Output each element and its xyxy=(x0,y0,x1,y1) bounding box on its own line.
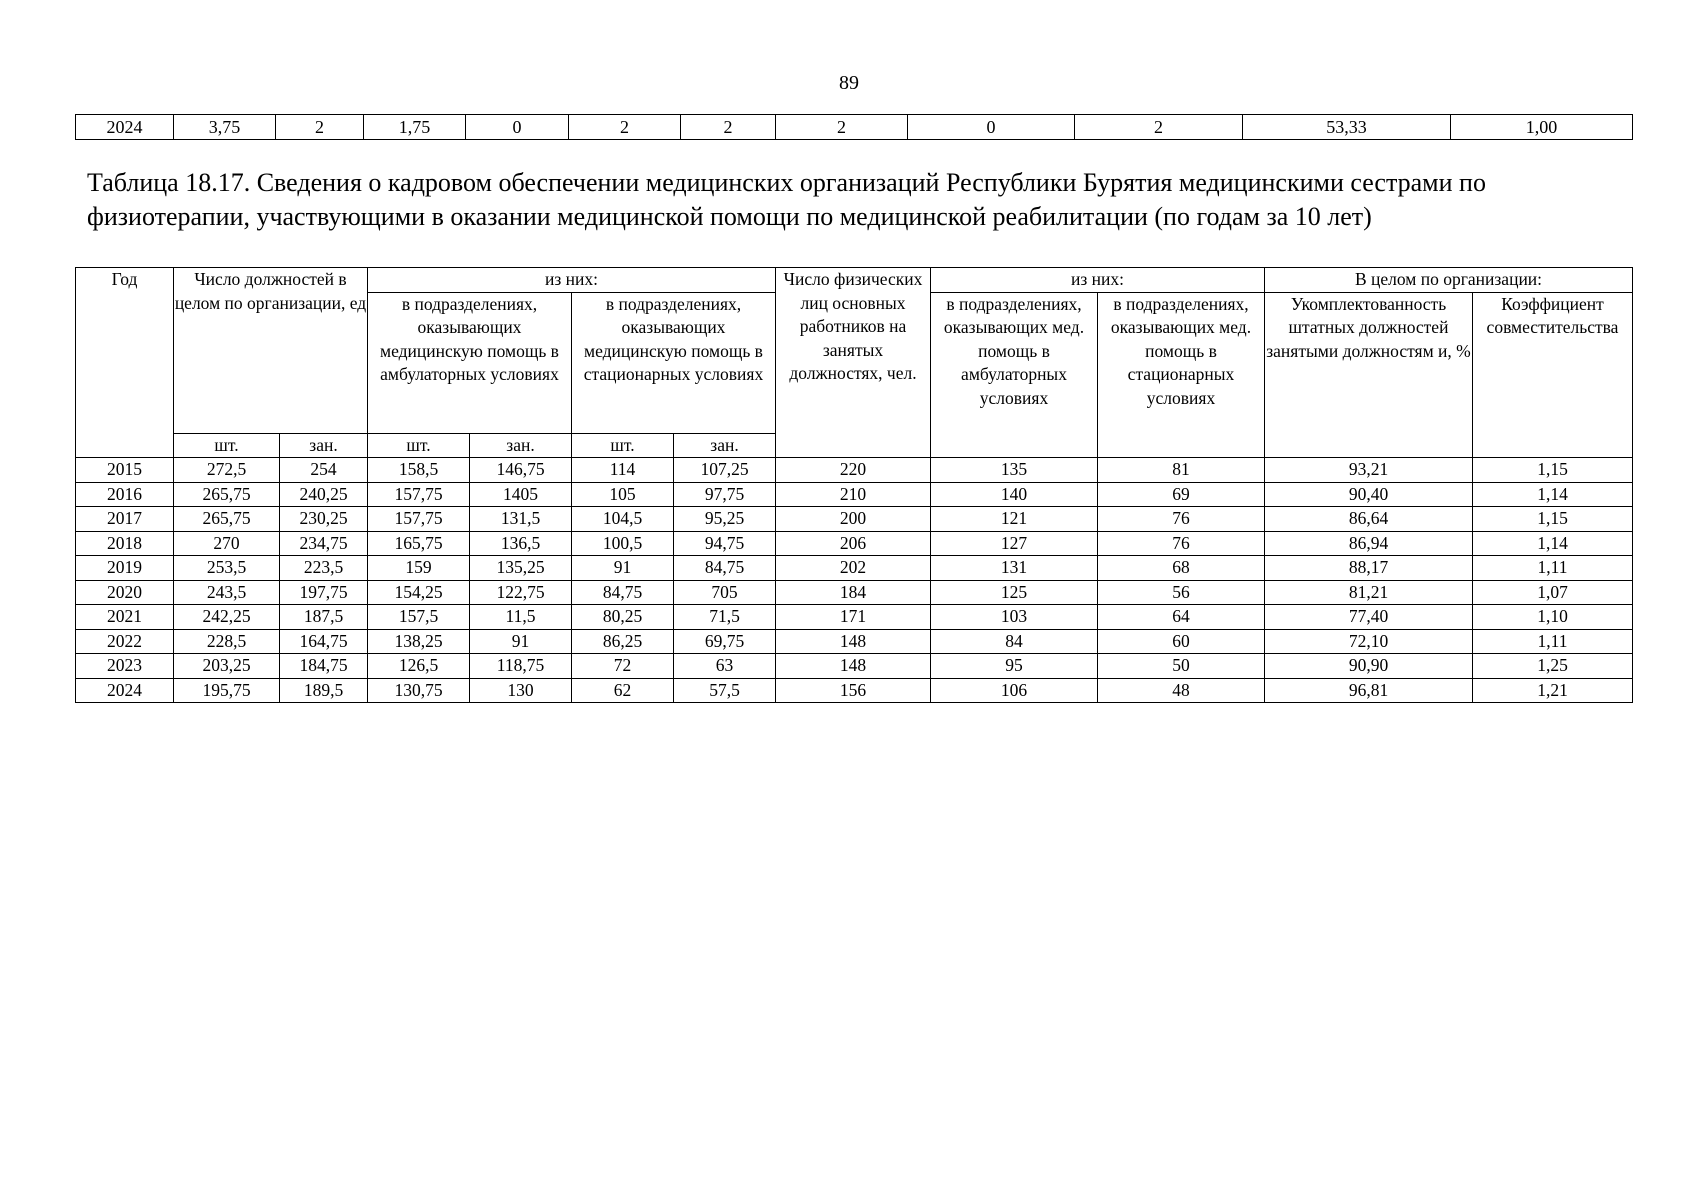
table-cell: 265,75 xyxy=(174,482,280,507)
header-persons-inpatient: в подразделениях, оказывающих мед. помощь в стационарных условиях xyxy=(1098,292,1265,458)
table-cell: 130 xyxy=(470,678,572,703)
table-cell: 171 xyxy=(776,605,931,630)
table-cell: 127 xyxy=(931,531,1098,556)
table-cell: 81,21 xyxy=(1265,580,1473,605)
table-cell: 125 xyxy=(931,580,1098,605)
table-row xyxy=(76,556,1633,581)
table-cell: 2 xyxy=(276,115,364,140)
table-cell: 138,25 xyxy=(368,629,470,654)
table-cell: 100,5 xyxy=(572,531,674,556)
table-cell: 1,11 xyxy=(1473,629,1633,654)
table-cell: 81 xyxy=(1098,458,1265,483)
table-cell: 76 xyxy=(1098,531,1265,556)
year-cell: 2020 xyxy=(76,580,174,605)
table-cell: 84,75 xyxy=(572,580,674,605)
table-cell: 76 xyxy=(1098,507,1265,532)
table-cell: 69,75 xyxy=(674,629,776,654)
table-cell: 77,40 xyxy=(1265,605,1473,630)
table-cell: 64 xyxy=(1098,605,1265,630)
table-cell: 1405 xyxy=(470,482,572,507)
table-cell: 189,5 xyxy=(280,678,368,703)
table-cell: 195,75 xyxy=(174,678,280,703)
table-cell: 86,25 xyxy=(572,629,674,654)
table-cell: 140 xyxy=(931,482,1098,507)
year-cell: 2022 xyxy=(76,629,174,654)
table-body xyxy=(76,458,1633,703)
table-row xyxy=(76,654,1633,679)
table-cell: 242,25 xyxy=(174,605,280,630)
table-cell: 91 xyxy=(572,556,674,581)
table-cell: 121 xyxy=(931,507,1098,532)
header-year: Год xyxy=(76,268,174,458)
table-row xyxy=(76,678,1633,703)
table-caption: Таблица 18.17. Сведения о кадровом обеспечении медицинских организаций Республики Бурятия медицинскими сестрами по физиотерапии, участвующими в оказании медицинской помощи по медицинской реабилитации (по годам за 10 лет) xyxy=(87,168,1486,231)
table-cell: 202 xyxy=(776,556,931,581)
table-cell: 1,14 xyxy=(1473,482,1633,507)
table-cell: 223,5 xyxy=(280,556,368,581)
table-row xyxy=(76,507,1633,532)
table-cell: 3,75 xyxy=(174,115,276,140)
table-cell: 203,25 xyxy=(174,654,280,679)
table-cell: 1,00 xyxy=(1451,115,1633,140)
header-staffing: Укомплектованность штатных должностей занятыми должностям и, % xyxy=(1265,292,1473,458)
table-cell: 130,75 xyxy=(368,678,470,703)
table-cell: 63 xyxy=(674,654,776,679)
year-cell: 2024 xyxy=(76,678,174,703)
table-cell: 2024 xyxy=(76,115,174,140)
table-cell: 158,5 xyxy=(368,458,470,483)
header-coefficient: Коэффициент совместительства xyxy=(1473,292,1633,458)
table-cell: 184,75 xyxy=(280,654,368,679)
table-cell: 157,75 xyxy=(368,482,470,507)
header-sht: шт. xyxy=(174,433,280,458)
header-of-them-persons: из них: xyxy=(931,268,1265,293)
table-cell: 48 xyxy=(1098,678,1265,703)
table-row xyxy=(76,115,1633,140)
header-ambulatory: в подразделениях, оказывающих медицинскую помощь в амбулаторных условиях xyxy=(368,292,572,433)
table-cell: 57,5 xyxy=(674,678,776,703)
table-cell: 206 xyxy=(776,531,931,556)
table-cell: 210 xyxy=(776,482,931,507)
table-cell: 2 xyxy=(776,115,908,140)
table-cell: 68 xyxy=(1098,556,1265,581)
header-zan: зан. xyxy=(470,433,572,458)
table-cell: 104,5 xyxy=(572,507,674,532)
table-cell: 0 xyxy=(466,115,569,140)
header-positions-total: Число должностей в целом по организации, ед xyxy=(174,268,368,434)
table-cell: 11,5 xyxy=(470,605,572,630)
table-cell: 135 xyxy=(931,458,1098,483)
table-cell: 165,75 xyxy=(368,531,470,556)
table-cell: 154,25 xyxy=(368,580,470,605)
header-of-them-positions: из них: xyxy=(368,268,776,293)
table-cell: 200 xyxy=(776,507,931,532)
table-row xyxy=(76,458,1633,483)
table-cell: 220 xyxy=(776,458,931,483)
table-row xyxy=(76,629,1633,654)
table-cell: 228,5 xyxy=(174,629,280,654)
table-cell: 62 xyxy=(572,678,674,703)
table-cell: 197,75 xyxy=(280,580,368,605)
header-inpatient: в подразделениях, оказывающих медицинскую помощь в стационарных условиях xyxy=(572,292,776,433)
table-cell: 56 xyxy=(1098,580,1265,605)
table-cell: 71,5 xyxy=(674,605,776,630)
table-cell: 146,75 xyxy=(470,458,572,483)
table-cell: 2 xyxy=(681,115,776,140)
table-cell: 184 xyxy=(776,580,931,605)
table-cell: 243,5 xyxy=(174,580,280,605)
table-cell: 80,25 xyxy=(572,605,674,630)
table-cell: 230,25 xyxy=(280,507,368,532)
table-cell: 1,10 xyxy=(1473,605,1633,630)
table-cell: 107,25 xyxy=(674,458,776,483)
header-zan: зан. xyxy=(674,433,776,458)
table-cell: 97,75 xyxy=(674,482,776,507)
table-cell: 164,75 xyxy=(280,629,368,654)
table-cell: 187,5 xyxy=(280,605,368,630)
table-cell: 1,15 xyxy=(1473,507,1633,532)
previous-table-last-row xyxy=(75,114,1633,140)
table-cell: 84,75 xyxy=(674,556,776,581)
table-cell: 136,5 xyxy=(470,531,572,556)
table-cell: 240,25 xyxy=(280,482,368,507)
staffing-table xyxy=(75,267,1633,703)
table-cell: 0 xyxy=(908,115,1075,140)
year-cell: 2016 xyxy=(76,482,174,507)
table-cell: 1,15 xyxy=(1473,458,1633,483)
table-cell: 157,75 xyxy=(368,507,470,532)
table-cell: 105 xyxy=(572,482,674,507)
table-cell: 705 xyxy=(674,580,776,605)
table-cell: 122,75 xyxy=(470,580,572,605)
table-cell: 60 xyxy=(1098,629,1265,654)
table-cell: 95 xyxy=(931,654,1098,679)
table-cell: 1,14 xyxy=(1473,531,1633,556)
table-cell: 93,21 xyxy=(1265,458,1473,483)
table-cell: 135,25 xyxy=(470,556,572,581)
table-cell: 234,75 xyxy=(280,531,368,556)
table-cell: 94,75 xyxy=(674,531,776,556)
table-row xyxy=(76,482,1633,507)
table-cell: 1,75 xyxy=(364,115,466,140)
year-cell: 2015 xyxy=(76,458,174,483)
header-persons-ambulatory: в подразделениях, оказывающих мед. помощь в амбулаторных условиях xyxy=(931,292,1098,458)
year-cell: 2018 xyxy=(76,531,174,556)
year-cell: 2017 xyxy=(76,507,174,532)
header-org-total: В целом по организации: xyxy=(1265,268,1633,293)
table-row xyxy=(76,531,1633,556)
table-cell: 90,90 xyxy=(1265,654,1473,679)
table-cell: 69 xyxy=(1098,482,1265,507)
table-cell: 1,25 xyxy=(1473,654,1633,679)
table-cell: 95,25 xyxy=(674,507,776,532)
table-cell: 118,75 xyxy=(470,654,572,679)
table-row xyxy=(76,580,1633,605)
table-cell: 156 xyxy=(776,678,931,703)
table-cell: 86,64 xyxy=(1265,507,1473,532)
table-cell: 148 xyxy=(776,629,931,654)
table-cell: 53,33 xyxy=(1243,115,1451,140)
table-cell: 91 xyxy=(470,629,572,654)
table-cell: 2 xyxy=(569,115,681,140)
table-cell: 126,5 xyxy=(368,654,470,679)
page-number: 89 xyxy=(839,72,859,94)
table-cell: 84 xyxy=(931,629,1098,654)
year-cell: 2021 xyxy=(76,605,174,630)
table-cell: 272,5 xyxy=(174,458,280,483)
table-cell: 106 xyxy=(931,678,1098,703)
table-cell: 159 xyxy=(368,556,470,581)
header-persons: Число физических лиц основных работников на занятых должностях, чел. xyxy=(776,268,931,458)
header-sht: шт. xyxy=(572,433,674,458)
table-cell: 114 xyxy=(572,458,674,483)
table-cell: 131,5 xyxy=(470,507,572,532)
table-cell: 254 xyxy=(280,458,368,483)
header-zan: зан. xyxy=(280,433,368,458)
table-cell: 148 xyxy=(776,654,931,679)
table-cell: 265,75 xyxy=(174,507,280,532)
table-cell: 157,5 xyxy=(368,605,470,630)
table-cell: 72,10 xyxy=(1265,629,1473,654)
table-cell: 50 xyxy=(1098,654,1265,679)
table-cell: 131 xyxy=(931,556,1098,581)
table-cell: 72 xyxy=(572,654,674,679)
header-sht: шт. xyxy=(368,433,470,458)
table-cell: 2 xyxy=(1075,115,1243,140)
table-cell: 103 xyxy=(931,605,1098,630)
year-cell: 2019 xyxy=(76,556,174,581)
table-cell: 90,40 xyxy=(1265,482,1473,507)
table-cell: 1,11 xyxy=(1473,556,1633,581)
header-row xyxy=(76,268,1633,293)
table-cell: 88,17 xyxy=(1265,556,1473,581)
table-cell: 270 xyxy=(174,531,280,556)
table-cell: 1,07 xyxy=(1473,580,1633,605)
year-cell: 2023 xyxy=(76,654,174,679)
table-cell: 86,94 xyxy=(1265,531,1473,556)
table-row xyxy=(76,605,1633,630)
table-cell: 96,81 xyxy=(1265,678,1473,703)
table-cell: 1,21 xyxy=(1473,678,1633,703)
table-cell: 253,5 xyxy=(174,556,280,581)
